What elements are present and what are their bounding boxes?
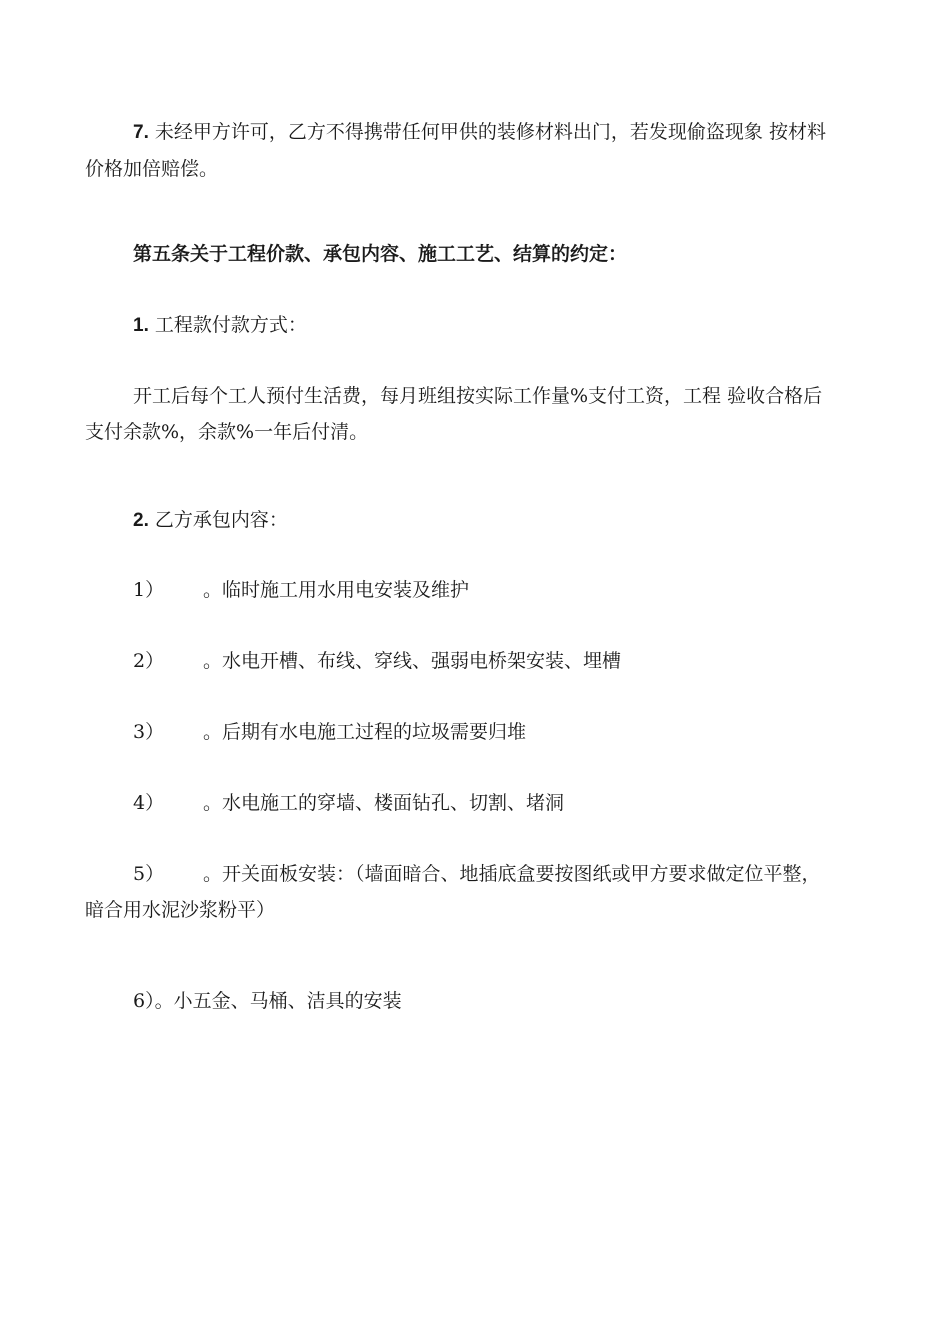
- list-item-6: 6）。小五金、马桶、洁具的安装: [133, 990, 402, 1012]
- list-item-number: 5）: [133, 863, 165, 885]
- list-item: [85, 856, 875, 928]
- payment-line2: 支付余款%，余款%一年后付清。: [85, 421, 369, 443]
- list-item-text: 。临时施工用水用电安装及维护: [203, 579, 470, 601]
- list-item: [85, 643, 875, 679]
- list-item-line2: 暗合用水泥沙浆粉平）: [85, 899, 276, 921]
- list-item-text: 。开关面板安装：（墙面暗合、地插底盒要按图纸或甲方要求做定位平整，: [203, 863, 821, 885]
- section-1-number: 1.: [133, 315, 149, 336]
- clause-7-number: 7.: [133, 122, 149, 143]
- clause-7: [85, 114, 875, 187]
- list-item-text: 。水电开槽、布线、穿线、强弱电桥架安装、埋槽: [203, 650, 622, 672]
- list-item: [85, 785, 875, 821]
- list-item-line1: [85, 856, 875, 892]
- list-item: [85, 714, 875, 750]
- list-item: [85, 572, 875, 608]
- section-2-heading: [85, 502, 875, 539]
- list-item-text: 。后期有水电施工过程的垃圾需要归堆: [203, 721, 527, 743]
- section-2-number: 2.: [133, 510, 149, 531]
- list-item-text: 。水电施工的穿墙、楼面钻孔、切割、堵洞: [203, 792, 565, 814]
- clause-7-line1: 7. 未经甲方许可，乙方不得携带任何甲供的装修材料出门，若发现偷盗现象 按材料: [133, 121, 826, 143]
- article-5-heading: 第五条关于工程价款、承包内容、施工工艺、结算的约定：: [133, 243, 628, 265]
- payment-line1: 开工后每个工人预付生活费，每月班组按实际工作量%支付工资，工程 验收合格后: [133, 385, 823, 407]
- section-2-title: 乙方承包内容：: [154, 509, 288, 531]
- section-1-heading: [85, 307, 875, 344]
- list-item-number: 1）: [133, 579, 165, 601]
- list-item-number: 4）: [133, 792, 165, 814]
- clause-7-line2: 价格加倍赔偿。: [85, 158, 219, 180]
- section-1-title: 工程款付款方式：: [154, 314, 307, 336]
- list-item-number: 3）: [133, 721, 165, 743]
- payment-paragraph: [85, 378, 875, 450]
- list-item-number: 2）: [133, 650, 165, 672]
